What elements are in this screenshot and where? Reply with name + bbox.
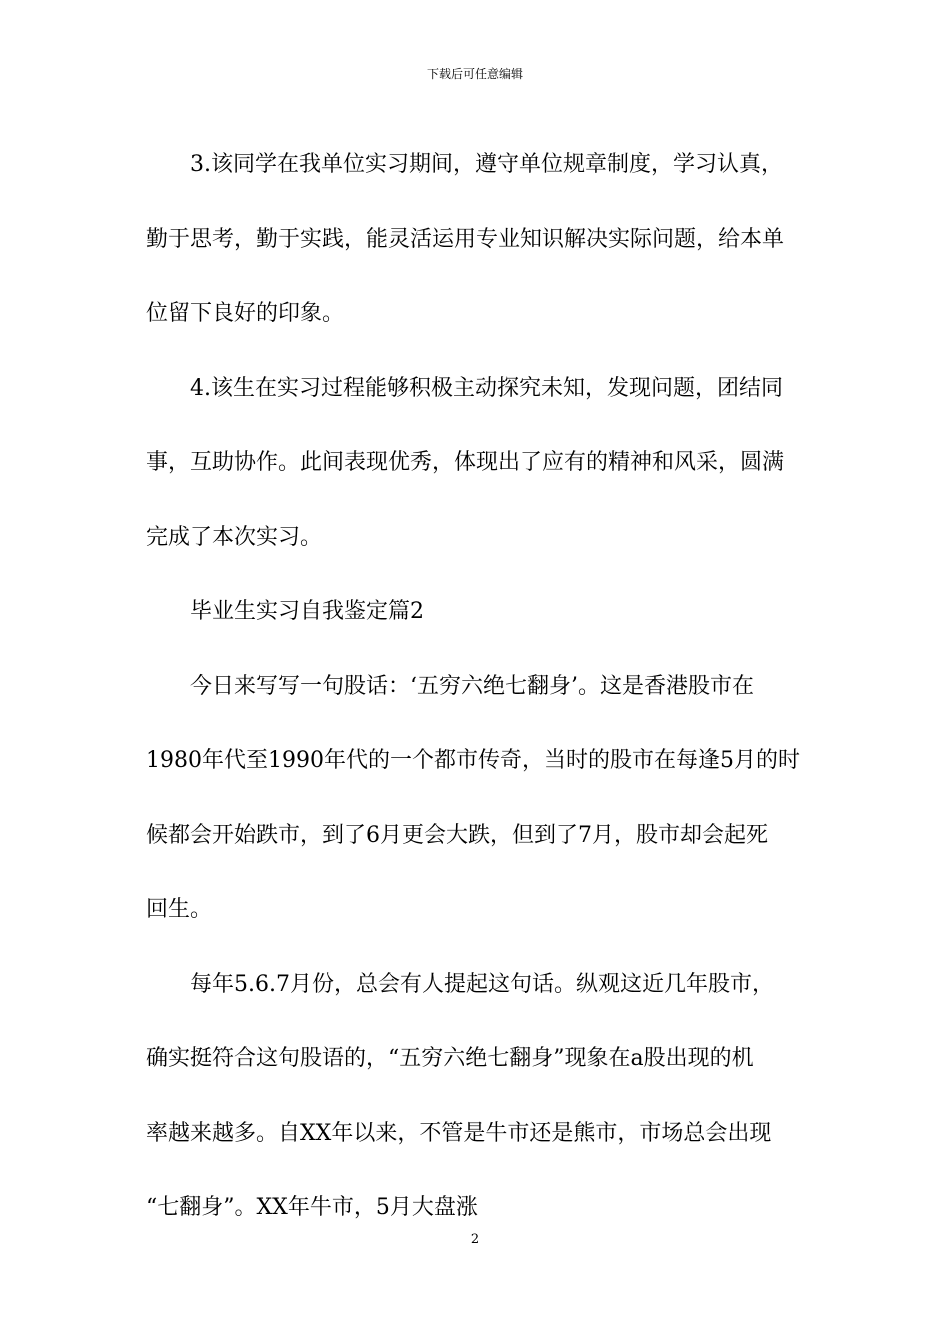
section-heading-text: 毕业生实习自我鉴定篇2: [190, 599, 424, 624]
document-body: [146, 128, 806, 1246]
page-number: 2: [470, 1232, 480, 1247]
section-heading: [146, 575, 806, 650]
paragraph-line: 4.该生在实习过程能够积极主动探究未知，发现问题，团结同: [190, 375, 783, 401]
paragraph-line: 完成了本次实习。: [146, 524, 323, 550]
paragraph-line: 每年5.6.7月份，总会有人提起这句话。纵观这近几年股市，: [190, 971, 774, 997]
paragraph-4: [146, 948, 806, 1246]
paragraph-line: 位留下良好的印象。: [146, 301, 345, 326]
paragraph-line: 1980年代至1990年代的一个都市传奇，当时的股市在每逢5月的时: [146, 748, 800, 773]
paragraph-line: 勤于思考，勤于实践，能灵活运用专业知识解决实际问题，给本单: [146, 226, 785, 252]
paragraph-2: [146, 352, 806, 576]
page-header: 下载后可任意编辑: [426, 67, 523, 81]
paragraph-line: 确实挺符合这句股语的，“五穷六绝七翻身”现象在a股出现的机: [146, 1046, 754, 1071]
paragraph-line: 回生。: [146, 897, 213, 922]
paragraph-line: 候都会开始跌市，到了6月更会大跌，但到了7月，股市却会起死: [146, 822, 768, 848]
paragraph-line: 率越来越多。自XX年以来，不管是牛市还是熊市，市场总会出现: [146, 1120, 772, 1146]
paragraph-line: 事，互助协作。此间表现优秀，体现出了应有的精神和风采，圆满: [146, 450, 785, 475]
paragraph-line: 今日来写写一句股话：‘五穷六绝七翻身’。这是香港股市在: [190, 673, 754, 699]
paragraph-line: “七翻身”。XX年牛市，5月大盘涨: [146, 1195, 478, 1220]
paragraph-3: [146, 650, 806, 948]
paragraph-line: 3.该同学在我单位实习期间，遵守单位规章制度，学习认真，: [190, 152, 783, 177]
paragraph-1: [146, 128, 806, 352]
